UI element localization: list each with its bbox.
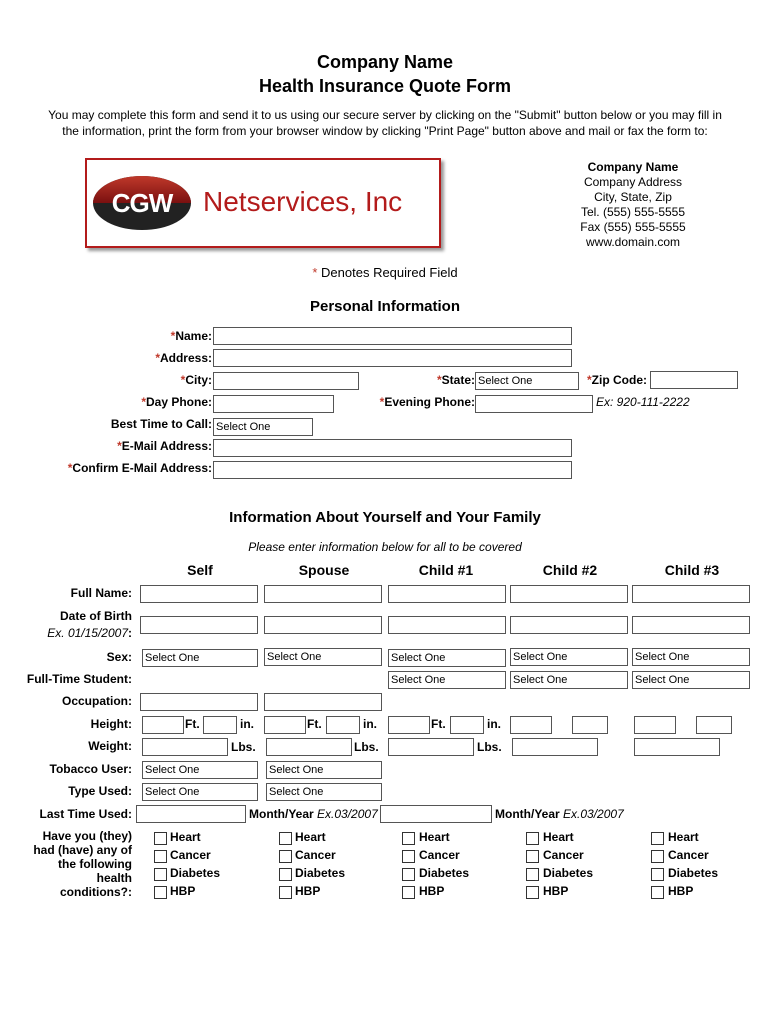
contact-web: www.domain.com [585,235,681,249]
best-time-select[interactable]: Select One [213,418,313,436]
contact-tel: Tel. (555) 555-5555 [580,205,686,219]
phone-example: Ex: 920-111-2222 [596,395,690,409]
contact-address: Company Address [583,175,683,189]
child3-height-in-input[interactable] [696,716,732,734]
child1-student-select[interactable]: Select One [388,671,506,689]
intro-line-2: the information, print the form from your browser window by clicking "Print Page" button above and mail or fax the form to: [62,124,708,138]
company-name: Company Name [316,52,454,72]
address-input[interactable] [213,349,572,367]
spouse-ft-label: Ft. [307,717,322,731]
state-select[interactable]: Select One [475,372,579,390]
spouse-full-name-input[interactable] [264,585,382,603]
child1-weight-input[interactable] [388,738,474,756]
name-label: *Name: [170,329,212,343]
self-heart-checkbox[interactable] [154,832,167,845]
child1-dob-input[interactable] [388,616,506,634]
self-last-used-input[interactable] [136,805,246,823]
column-spouse: Spouse [298,562,350,578]
column-child-1: Child #1 [418,562,474,578]
child1-full-name-input[interactable] [388,585,506,603]
child1-lbs-label: Lbs. [477,740,502,754]
self-height-ft-input[interactable] [142,716,184,734]
confirm-email-input[interactable] [213,461,572,479]
last-time-label: Last Time Used: [39,807,132,821]
child2-student-select[interactable]: Select One [510,671,628,689]
child1-cancer-checkbox[interactable] [402,850,415,863]
child2-full-name-input[interactable] [510,585,628,603]
name-input[interactable] [213,327,572,345]
company-logo [85,158,441,248]
zip-input[interactable] [650,371,738,389]
occupation-label: Occupation: [61,694,132,708]
conditions-label: Have you (they) had (have) any of the following health conditions?: [33,829,132,899]
spouse-lbs-label: Lbs. [354,740,379,754]
spouse-type-select[interactable]: Select One [266,783,382,801]
self-ft-label: Ft. [185,717,200,731]
self-full-name-input[interactable] [140,585,258,603]
spouse-height-ft-input[interactable] [264,716,306,734]
self-height-in-input[interactable] [203,716,237,734]
spouse-month-year-hint: Month/Year Ex.03/2007 [495,807,624,821]
intro-line-1: You may complete this form and send it to us using our secure server by clicking on the "Submit" button below or you may fill in [48,108,722,122]
contact-city: City, State, Zip [594,190,672,204]
child3-hbp-checkbox[interactable] [651,886,664,899]
spouse-height-in-input[interactable] [326,716,360,734]
evening-phone-input[interactable] [475,395,593,413]
self-type-select[interactable]: Select One [142,783,258,801]
contact-name: Company Name [587,160,679,174]
spouse-cancer-label: Cancer [295,848,336,862]
state-label: *State: [436,373,475,387]
confirm-email-label: *Confirm E-Mail Address: [67,461,212,475]
child3-student-select[interactable]: Select One [632,671,750,689]
self-occupation-input[interactable] [140,693,258,711]
column-child-2: Child #2 [542,562,598,578]
full-name-label: Full Name: [70,586,132,600]
child3-diabetes-checkbox[interactable] [651,868,664,881]
child2-height-ft-input[interactable] [510,716,552,734]
contact-block [560,160,706,250]
child1-ft-label: Ft. [431,717,446,731]
best-time-label: Best Time to Call: [110,417,212,431]
self-weight-input[interactable] [142,738,228,756]
self-in-label: in. [240,717,254,731]
child3-heart-label: Heart [668,830,699,844]
form-title: Health Insurance Quote Form [258,76,512,96]
type-used-label: Type Used: [68,784,132,798]
self-month-year-hint: Month/Year Ex.03/2007 [249,807,378,821]
child2-cancer-checkbox[interactable] [526,850,539,863]
self-diabetes-label: Diabetes [170,866,221,880]
spouse-heart-checkbox[interactable] [279,832,292,845]
child2-sex-select[interactable]: Select One [510,648,628,666]
spouse-occupation-input[interactable] [264,693,382,711]
spouse-heart-label: Heart [295,830,326,844]
child1-height-in-input[interactable] [450,716,484,734]
email-input[interactable] [213,439,572,457]
child2-cancer-label: Cancer [543,848,584,862]
self-hbp-label: HBP [170,884,196,898]
sex-label: Sex: [106,650,132,664]
child1-cancer-label: Cancer [419,848,460,862]
child1-heart-label: Heart [419,830,450,844]
spouse-hbp-checkbox[interactable] [279,886,292,899]
child3-heart-checkbox[interactable] [651,832,664,845]
city-label: *City: [180,373,212,387]
child2-diabetes-checkbox[interactable] [526,868,539,881]
self-dob-input[interactable] [140,616,258,634]
child1-heart-checkbox[interactable] [402,832,415,845]
child2-weight-input[interactable] [512,738,598,756]
child1-height-ft-input[interactable] [388,716,430,734]
email-label: *E-Mail Address: [117,439,212,453]
child3-dob-input[interactable] [632,616,750,634]
dob-example: Ex. 01/15/2007: [47,626,132,640]
self-diabetes-checkbox[interactable] [154,868,167,881]
contact-fax: Fax (555) 555-5555 [580,220,686,234]
logo-badge: CGW [93,176,191,230]
self-hbp-checkbox[interactable] [154,886,167,899]
self-tobacco-select[interactable]: Select One [142,761,258,779]
child3-height-ft-input[interactable] [634,716,676,734]
day-phone-input[interactable] [213,395,334,413]
day-phone-label: *Day Phone: [141,395,212,409]
self-sex-select[interactable]: Select One [142,649,258,667]
zip-label: *Zip Code: [587,373,647,387]
column-self: Self [187,562,213,578]
spouse-dob-input[interactable] [264,616,382,634]
spouse-diabetes-label: Diabetes [295,866,346,880]
child3-weight-input[interactable] [634,738,720,756]
family-section-title: Information About Yourself and Your Family [229,509,541,526]
child2-dob-input[interactable] [510,616,628,634]
self-cancer-checkbox[interactable] [154,850,167,863]
spouse-sex-select[interactable]: Select One [264,648,382,666]
self-cancer-label: Cancer [170,848,211,862]
spouse-hbp-label: HBP [295,884,321,898]
spouse-diabetes-checkbox[interactable] [279,868,292,881]
child2-heart-label: Heart [543,830,574,844]
child1-hbp-label: HBP [419,884,445,898]
child1-diabetes-label: Diabetes [419,866,470,880]
spouse-in-label: in. [363,717,377,731]
child2-heart-checkbox[interactable] [526,832,539,845]
child1-hbp-checkbox[interactable] [402,886,415,899]
height-label: Height: [90,717,132,731]
tobacco-label: Tobacco User: [49,762,132,776]
child2-hbp-checkbox[interactable] [526,886,539,899]
child2-diabetes-label: Diabetes [543,866,594,880]
required-note: * Denotes Required Field [312,265,458,280]
child3-cancer-label: Cancer [668,848,709,862]
child3-cancer-checkbox[interactable] [651,850,664,863]
child2-hbp-label: HBP [543,884,569,898]
child3-full-name-input[interactable] [632,585,750,603]
city-input[interactable] [213,372,359,390]
address-label: *Address: [155,351,212,365]
family-subtitle: Please enter information below for all to be covered [248,540,522,554]
child1-sex-select[interactable]: Select One [388,649,506,667]
spouse-weight-input[interactable] [266,738,352,756]
child3-hbp-label: HBP [668,884,694,898]
child1-in-label: in. [487,717,501,731]
child2-height-in-input[interactable] [572,716,608,734]
student-label: Full-Time Student: [26,672,132,686]
column-child-3: Child #3 [664,562,720,578]
child3-diabetes-label: Diabetes [668,866,719,880]
self-lbs-label: Lbs. [231,740,256,754]
spouse-tobacco-select[interactable]: Select One [266,761,382,779]
child3-sex-select[interactable]: Select One [632,648,750,666]
evening-phone-label: *Evening Phone: [379,395,475,409]
logo-wordmark: Netservices, Inc [203,186,403,217]
personal-info-title: Personal Information [309,298,461,315]
self-heart-label: Heart [170,830,201,844]
spouse-cancer-checkbox[interactable] [279,850,292,863]
weight-label: Weight: [88,739,132,753]
spouse-last-used-input[interactable] [380,805,492,823]
dob-label: Date of Birth [60,609,132,623]
child1-diabetes-checkbox[interactable] [402,868,415,881]
